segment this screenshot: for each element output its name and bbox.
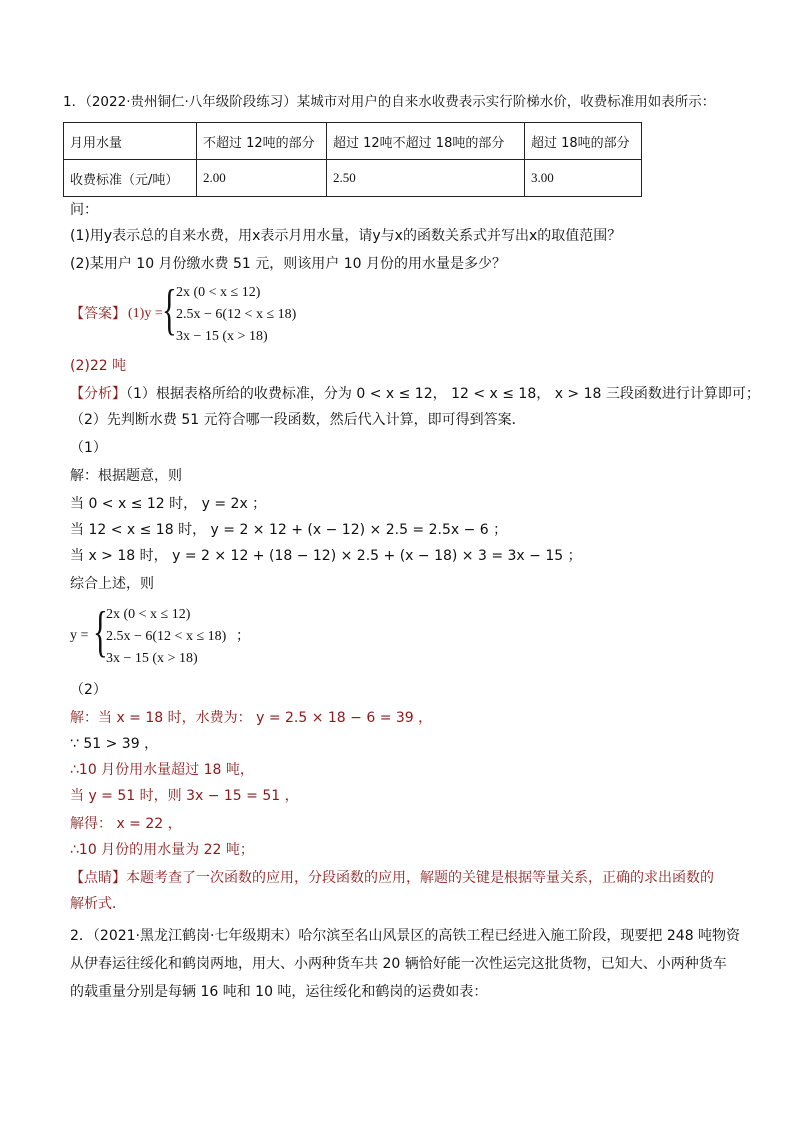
table-cell: 2.00 bbox=[197, 160, 327, 197]
piecewise-line: 2x (0 < x ≤ 12) bbox=[176, 285, 261, 300]
case-1: 当 0 < x ≤ 12 时， y = 2x ； bbox=[70, 496, 267, 512]
sub-question-1: (1)用y表示总的自来水费，用x表示月用水量，请y与x的函数关系式并写出x的取值范围？ bbox=[70, 228, 622, 244]
analysis-1 bbox=[70, 384, 760, 404]
summary-text: 综合上述，则 bbox=[70, 576, 154, 592]
comment-line-1 bbox=[70, 868, 714, 888]
piecewise-line: 2.5x − 6(12 < x ≤ 18) bbox=[106, 629, 227, 644]
comment-line-2: 解析式． bbox=[70, 896, 126, 912]
part-2-line: 解得： x = 22 ， bbox=[70, 816, 182, 832]
question-2-line: 从伊春运往绥化和鹤岗两地，用大、小两种货车共 20 辆恰好能一次性运完这批货物，已知大、小两种货车 bbox=[70, 956, 727, 972]
piecewise-line: 2.5x − 6(12 < x ≤ 18) bbox=[176, 307, 297, 322]
answer-1-prefix: (1)y = bbox=[128, 306, 163, 321]
analysis-2: （2）先判断水费 51 元符合哪一段函数，然后代入计算，即可得到答案． bbox=[70, 412, 526, 428]
analysis-label: 【分析】 bbox=[70, 386, 126, 402]
table-cell: 2.50 bbox=[327, 160, 525, 197]
part-1-label: （1） bbox=[70, 440, 107, 456]
piecewise-line: 3x − 15 (x > 18) bbox=[176, 329, 268, 344]
piecewise-line: 3x − 15 (x > 18) bbox=[106, 651, 198, 666]
case-2: 当 12 < x ≤ 18 时， y = 2 × 12 + (x − 12) × 2.5 = 2.5x − 6 ； bbox=[70, 522, 508, 538]
table-header-cell: 月用水量 bbox=[64, 123, 197, 160]
analysis-text: （1）根据表格所给的收费标准，分为 0 < x ≤ 12， 12 < x ≤ 18， x > 18 三段函数进行计算即可； bbox=[126, 386, 760, 402]
left-brace: { bbox=[162, 279, 177, 341]
summary-suffix: ； bbox=[236, 628, 250, 644]
part-2-label: （2） bbox=[70, 682, 107, 698]
part-2-line: ∵ 51 > 39 ， bbox=[70, 736, 159, 752]
ask-label: 问： bbox=[70, 202, 98, 218]
question-2-line: 的载重量分别是每辆 16 吨和 10 吨，运往绥化和鹤岗的运费如表： bbox=[70, 984, 488, 1000]
summary-prefix: y = bbox=[70, 628, 89, 643]
answer-2: (2)22 吨 bbox=[70, 358, 127, 374]
comment-text: 本题考查了一次函数的应用，分段函数的应用，解题的关键是根据等量关系，正确的求出函数的 bbox=[126, 870, 714, 886]
table-cell: 收费标准（元/吨） bbox=[64, 160, 197, 197]
question-2-line: 2．（2021·黑龙江鹤岗·七年级期末）哈尔滨至名山风景区的高铁工程已经进入施工阶段，现要把 248 吨物资 bbox=[70, 928, 741, 944]
sub-question-2: (2)某用户 10 月份缴水费 51 元，则该用户 10 月份的用水量是多少？ bbox=[70, 256, 506, 272]
table-row bbox=[64, 160, 642, 197]
table-cell: 3.00 bbox=[525, 160, 642, 197]
part-2-line: ∴10 月份用水量超过 18 吨， bbox=[70, 762, 254, 778]
part-2-line: 当 y = 51 时，则 3x − 15 = 51 ， bbox=[70, 788, 299, 804]
table-header-cell: 超过 18吨的部分 bbox=[525, 123, 642, 160]
answer-label: 【答案】 bbox=[70, 306, 126, 322]
left-brace: { bbox=[93, 601, 108, 663]
part-2-line: ∴10 月份的用水量为 22 吨； bbox=[70, 842, 254, 858]
table-row bbox=[64, 123, 642, 160]
fee-table bbox=[63, 122, 642, 197]
table-header-cell: 不超过 12吨的部分 bbox=[197, 123, 327, 160]
piecewise-line: 2x (0 < x ≤ 12) bbox=[106, 607, 191, 622]
solution-intro: 解：根据题意，则 bbox=[70, 468, 182, 484]
question-1-intro: 1．（2022·贵州铜仁·八年级阶段练习）某城市对用户的自来水收费表示实行阶梯水价，收费标准用如表所示： bbox=[63, 94, 716, 110]
part-2-line: 解：当 x = 18 时，水费为： y = 2.5 × 18 − 6 = 39 ， bbox=[70, 710, 433, 726]
case-3: 当 x > 18 时， y = 2 × 12 + (18 − 12) × 2.5 + (x − 18) × 3 = 3x − 15 ； bbox=[70, 548, 582, 564]
comment-label: 【点睛】 bbox=[70, 870, 126, 886]
table-header-cell: 超过 12吨不超过 18吨的部分 bbox=[327, 123, 525, 160]
